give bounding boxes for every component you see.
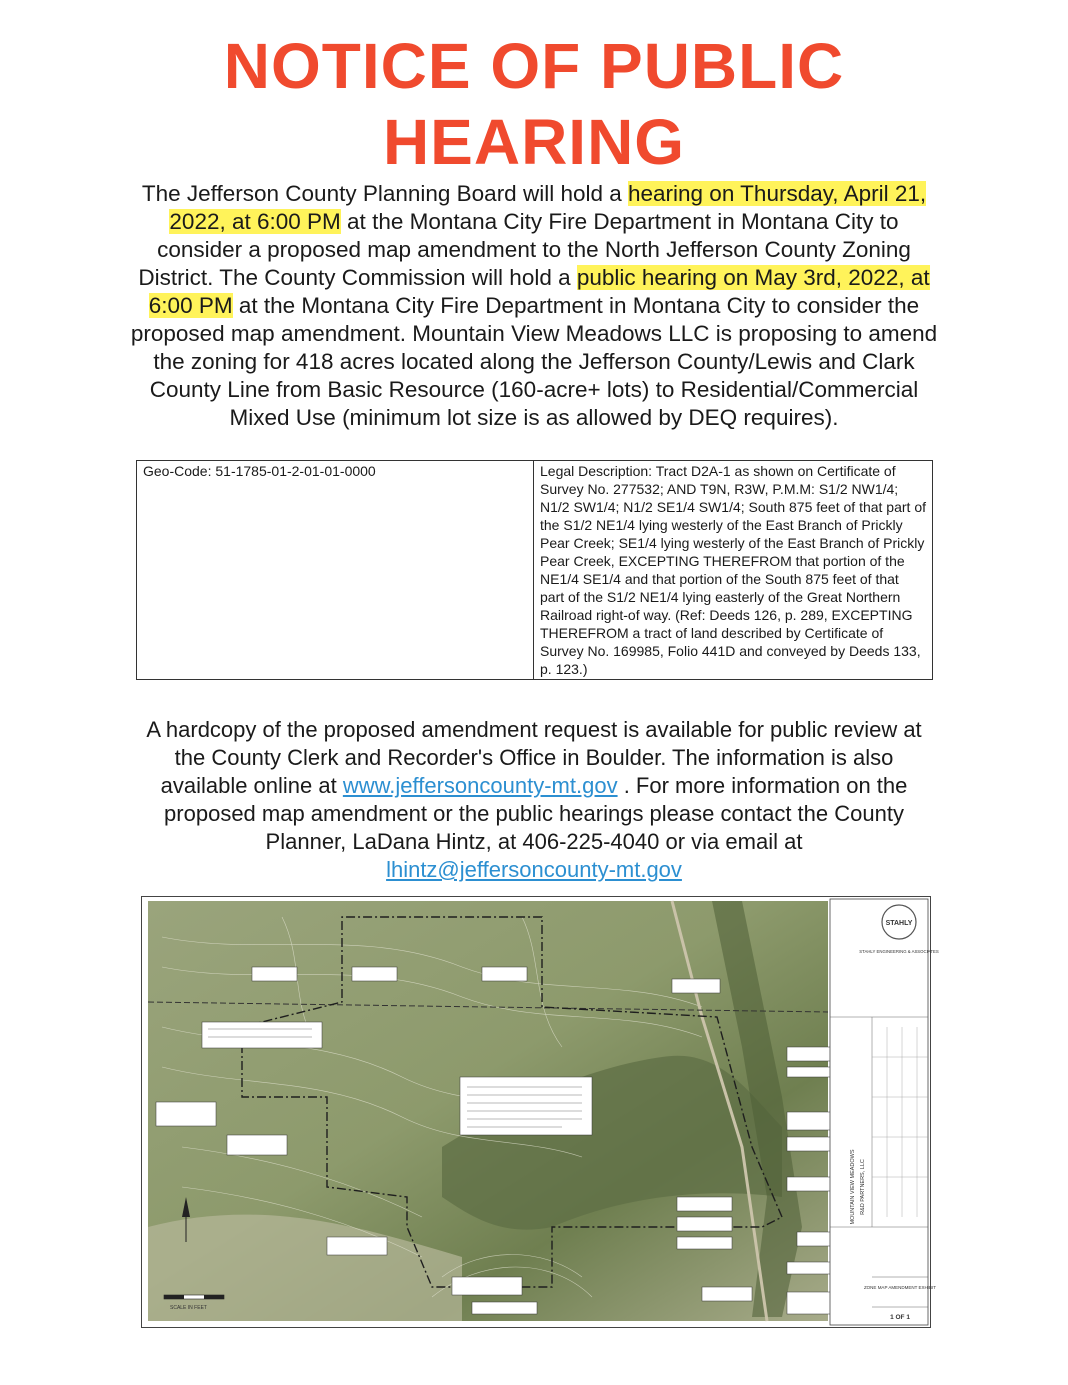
firm-logo-text: STAHLY — [885, 920, 913, 927]
planning-board-hearing-highlight: hearing on Thursday, April 21, 2022, at 6:00 PM — [169, 181, 927, 234]
email-link[interactable]: lhintz@jeffersoncounty-mt.gov — [386, 857, 682, 882]
table-row — [137, 461, 933, 680]
title-line-1: NOTICE OF PUBLIC — [223, 30, 845, 102]
zone-map-exhibit — [141, 896, 939, 1328]
title-line-2: HEARING — [382, 106, 686, 178]
geocode-cell: Geo-Code: 51-1785-01-2-01-01-0000 — [137, 461, 534, 680]
legal-description-cell: Legal Description: Tract D2A-1 as shown on Certificate of Survey No. 277532; AND T9N, R3W, P.M.M: S1/2 NW1/4; N1/2 SW1/4; N1/2 SE1/4 SW1/4; South 875 feet of that part of the S1/2 NE1/4 lying westerly of the East Branch of Prickly Pear Creek; SE1/4 lying westerly of the East Branch of Prickly Pear Creek, EXCEPTING THEREFROM that portion of the NE1/4 SE1/4 and that portion of the South 875 feet of that part of the S1/2 NE1/4 lying easterly of the Great Northern Railroad right-of way. (Ref: Deeds 126, p. 289, EXCEPTING THEREFROM a tract of land described by Certificate of Survey No. 169985, Folio 441D and conveyed by Deeds 133, p. 123.) — [534, 461, 933, 680]
website-link[interactable]: www.jeffersoncounty-mt.gov — [342, 773, 618, 798]
client-name: R&D PARTNERS, LLC — [860, 1159, 866, 1215]
zone-map-drawing — [142, 897, 939, 1327]
title-block — [830, 899, 939, 1325]
sheet-number: 1 OF 1 — [890, 1314, 910, 1321]
property-table — [136, 460, 933, 680]
scale-label: SCALE IN FEET — [170, 1305, 207, 1311]
firm-name: STAHLY ENGINEERING & ASSOCIATES — [859, 949, 939, 954]
outro-text-2: . For more information on the proposed map amendment or the public hearings please contact the County Planner, LaDana Hintz, at 406-225-4040 or via email at — [164, 773, 908, 854]
hearing-notice-paragraph — [130, 180, 938, 432]
project-name: MOUNTAIN VIEW MEADOWS — [850, 1149, 856, 1225]
commission-hearing-highlight: public hearing on May 3rd, 2022, at 6:00 PM — [148, 265, 930, 318]
intro-text-1: The Jefferson County Planning Board will hold a — [141, 181, 628, 206]
intro-text-2: at the Montana City Fire Department in Montana City to consider a proposed map amendment to the North Jefferson County Zoning District. The County Commission will hold a — [138, 209, 911, 290]
contact-paragraph — [130, 716, 938, 884]
page-title — [0, 28, 1068, 180]
sheet-title: ZONE MAP AMENDMENT EXHIBIT — [863, 1285, 937, 1290]
intro-text-3: at the Montana City Fire Department in Montana City to consider the proposed map amendment. Mountain View Meadows LLC is proposing to amend the zoning for 418 acres located along the Jefferson County/Lewis and Clark County Line from Basic Resource (160-acre+ lots) to Residential/Commercial Mixed Use (minimum lot size is as allowed by DEQ requires). — [130, 293, 938, 430]
outro-text-1: A hardcopy of the proposed amendment request is available for public review at the County Clerk and Recorder's Office in Boulder. The information is also available online at — [146, 717, 922, 798]
